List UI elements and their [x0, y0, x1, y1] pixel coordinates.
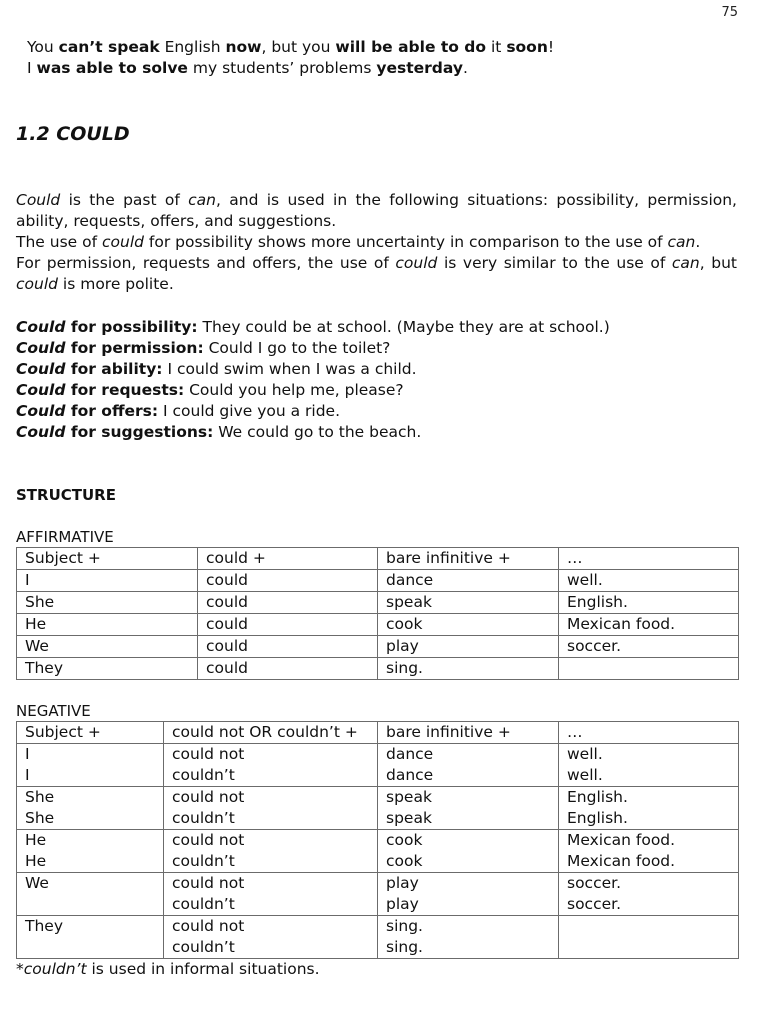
table-cell — [17, 916, 164, 959]
cell-text: could not — [172, 917, 245, 935]
intro-text: now — [225, 38, 262, 56]
table-cell — [559, 873, 739, 916]
use-label: for offers: — [65, 402, 159, 420]
intro-text: You — [27, 38, 59, 56]
intro-text: I — [27, 59, 37, 77]
intro-text: English — [159, 38, 226, 56]
table-cell — [378, 614, 559, 636]
footnote-text: * — [16, 960, 24, 978]
cell-text: I — [25, 766, 30, 784]
cell-text: could not — [172, 831, 245, 849]
table-cell — [198, 636, 378, 658]
description-text: For permission, requests and offers, the use of — [16, 254, 396, 272]
intro-text: can’t speak — [58, 38, 160, 56]
structure-title: STRUCTURE — [16, 486, 116, 504]
cell-text: I — [25, 571, 30, 589]
cell-text: English. — [567, 788, 628, 806]
cell-text: sing. — [386, 938, 423, 956]
table-header-row — [17, 722, 739, 744]
use-item — [16, 317, 610, 338]
use-item — [16, 380, 610, 401]
description-text: is more polite. — [57, 275, 174, 293]
description-text: is the past of — [60, 191, 189, 209]
table-cell — [198, 570, 378, 592]
cell-text: He — [25, 615, 47, 633]
intro-text: was able to solve — [36, 59, 188, 77]
cell-text: bare infinitive + — [386, 549, 511, 567]
table-cell — [559, 830, 739, 873]
description-paragraph-2 — [16, 232, 737, 253]
use-example: They could be at school. (Maybe they are at school.) — [197, 318, 610, 336]
cell-text: play — [386, 637, 419, 655]
description — [16, 190, 737, 295]
cell-text: could — [206, 571, 248, 589]
cell-text: could not OR couldn’t + — [172, 723, 358, 741]
cell-text: speak — [386, 593, 432, 611]
cell-text: could + — [206, 549, 266, 567]
intro-text: my students’ problems — [187, 59, 377, 77]
cell-text — [25, 894, 155, 915]
cell-text: They — [25, 659, 64, 677]
description-text: could — [16, 275, 58, 293]
cell-text: … — [567, 723, 583, 741]
cell-text: sing. — [386, 659, 423, 677]
table-header-row — [17, 548, 739, 570]
uses-list — [16, 317, 610, 443]
table-row — [17, 830, 739, 873]
header-cell — [378, 548, 559, 570]
cell-text: could — [206, 593, 248, 611]
use-example: Could I go to the toilet? — [203, 339, 391, 357]
use-modal: Could — [16, 381, 66, 399]
page-number: 75 — [721, 5, 738, 20]
table-cell — [17, 570, 198, 592]
cell-text: well. — [567, 766, 603, 784]
table-row — [17, 744, 739, 787]
cell-text: English. — [567, 593, 628, 611]
table-cell — [17, 592, 198, 614]
cell-text — [567, 937, 730, 958]
header-cell — [198, 548, 378, 570]
intro-line-2 — [27, 58, 554, 79]
table-cell — [559, 614, 739, 636]
intro-text: will be able to do — [335, 38, 487, 56]
intro-text: , but you — [261, 38, 336, 56]
header-cell — [17, 548, 198, 570]
cell-text: dance — [386, 766, 434, 784]
cell-text: Subject + — [25, 549, 101, 567]
header-cell — [378, 722, 559, 744]
cell-text: soccer. — [567, 895, 622, 913]
description-text: can — [671, 254, 700, 272]
cell-text: I — [25, 745, 30, 763]
description-text: for possibility shows more uncertainty in comparison to the use of — [143, 233, 668, 251]
section-title: 1.2 COULD — [16, 123, 130, 145]
description-paragraph-1 — [16, 190, 737, 232]
table-cell — [164, 744, 378, 787]
table-row — [17, 636, 739, 658]
use-example: I could give you a ride. — [158, 402, 341, 420]
cell-text: Mexican food. — [567, 615, 676, 633]
table-cell — [559, 916, 739, 959]
intro-line-1 — [27, 37, 554, 58]
intro-text: soon — [506, 38, 548, 56]
intro-text: ! — [547, 38, 555, 56]
cell-text: She — [25, 593, 55, 611]
table-cell — [378, 830, 559, 873]
cell-text: bare infinitive + — [386, 723, 511, 741]
table-cell — [559, 636, 739, 658]
cell-text: soccer. — [567, 874, 622, 892]
use-example: We could go to the beach. — [213, 423, 422, 441]
description-paragraph-3 — [16, 253, 737, 295]
table-cell — [17, 873, 164, 916]
table-cell — [164, 873, 378, 916]
description-text: The use of — [16, 233, 102, 251]
table-row — [17, 592, 739, 614]
cell-text: Subject + — [25, 723, 101, 741]
table-row — [17, 570, 739, 592]
table-cell — [378, 570, 559, 592]
table-row — [17, 873, 739, 916]
cell-text: We — [25, 874, 49, 892]
cell-text: She — [25, 788, 55, 806]
table-cell — [17, 830, 164, 873]
use-item — [16, 401, 610, 422]
intro-examples — [27, 37, 554, 79]
table-cell — [378, 658, 559, 680]
description-text: could — [395, 254, 438, 272]
cell-text: sing. — [386, 917, 423, 935]
table-cell — [378, 787, 559, 830]
cell-text: He — [25, 831, 47, 849]
table-cell — [164, 830, 378, 873]
description-text: , but — [699, 254, 738, 272]
negative-label: NEGATIVE — [16, 702, 91, 720]
description-text: could — [101, 233, 144, 251]
cell-text: play — [386, 874, 419, 892]
cell-text: She — [25, 809, 55, 827]
table-row — [17, 658, 739, 680]
cell-text: couldn’t — [172, 766, 235, 784]
table-row — [17, 916, 739, 959]
cell-text: He — [25, 852, 47, 870]
use-example: I could swim when I was a child. — [162, 360, 417, 378]
cell-text: could not — [172, 874, 245, 892]
cell-text: We — [25, 637, 49, 655]
cell-text: dance — [386, 571, 434, 589]
use-example: Could you help me, please? — [184, 381, 404, 399]
cell-text — [567, 658, 730, 679]
table-cell — [198, 658, 378, 680]
footnote-text: couldn’t — [23, 960, 87, 978]
table-cell — [164, 916, 378, 959]
description-text: can — [667, 233, 696, 251]
use-label: for ability: — [65, 360, 163, 378]
table-cell — [17, 787, 164, 830]
intro-text: . — [462, 59, 468, 77]
table-cell — [17, 744, 164, 787]
table-cell — [559, 787, 739, 830]
header-cell — [164, 722, 378, 744]
table-row — [17, 787, 739, 830]
cell-text: Mexican food. — [567, 831, 676, 849]
negative-table — [16, 721, 739, 959]
use-label: for possibility: — [65, 318, 198, 336]
cell-text: could not — [172, 788, 245, 806]
footnote-text: is used in informal situations. — [86, 960, 320, 978]
use-modal: Could — [16, 402, 66, 420]
cell-text: cook — [386, 831, 423, 849]
use-label: for suggestions: — [65, 423, 214, 441]
description-text: is very similar to the use of — [437, 254, 672, 272]
cell-text: could — [206, 637, 248, 655]
cell-text: speak — [386, 809, 432, 827]
header-cell — [17, 722, 164, 744]
use-modal: Could — [16, 423, 66, 441]
table-cell — [378, 592, 559, 614]
cell-text: couldn’t — [172, 938, 235, 956]
cell-text: speak — [386, 788, 432, 806]
description-text: can — [188, 191, 217, 209]
table-row — [17, 614, 739, 636]
use-item — [16, 422, 610, 443]
header-cell — [559, 548, 739, 570]
table-cell — [378, 873, 559, 916]
cell-text: could not — [172, 745, 245, 763]
cell-text: could — [206, 615, 248, 633]
table-cell — [378, 636, 559, 658]
cell-text: couldn’t — [172, 809, 235, 827]
cell-text: Mexican food. — [567, 852, 676, 870]
cell-text: cook — [386, 615, 423, 633]
footnote — [16, 960, 320, 978]
cell-text: play — [386, 895, 419, 913]
table-cell — [198, 592, 378, 614]
cell-text: They — [25, 917, 64, 935]
cell-text: could — [206, 659, 248, 677]
use-item — [16, 338, 610, 359]
table-cell — [378, 744, 559, 787]
cell-text: English. — [567, 809, 628, 827]
table-cell — [17, 636, 198, 658]
description-text: Could — [16, 191, 61, 209]
affirmative-label: AFFIRMATIVE — [16, 528, 114, 546]
cell-text: … — [567, 549, 583, 567]
description-text: . — [695, 233, 701, 251]
table-cell — [164, 787, 378, 830]
table-cell — [559, 592, 739, 614]
use-item — [16, 359, 610, 380]
cell-text — [567, 916, 730, 937]
use-label: for permission: — [65, 339, 204, 357]
use-modal: Could — [16, 339, 66, 357]
table-cell — [17, 614, 198, 636]
table-cell — [559, 570, 739, 592]
header-cell — [559, 722, 739, 744]
intro-text: it — [486, 38, 507, 56]
cell-text: cook — [386, 852, 423, 870]
cell-text: well. — [567, 745, 603, 763]
cell-text: well. — [567, 571, 603, 589]
cell-text: couldn’t — [172, 895, 235, 913]
use-modal: Could — [16, 318, 66, 336]
table-cell — [378, 916, 559, 959]
use-label: for requests: — [65, 381, 185, 399]
use-modal: Could — [16, 360, 66, 378]
cell-text — [25, 937, 155, 958]
table-cell — [559, 744, 739, 787]
table-cell — [559, 658, 739, 680]
description-text: , and is used in the following situations: possibility, permission, ability, requests, offers, and suggestions. — [16, 191, 737, 230]
affirmative-table — [16, 547, 739, 680]
table-cell — [198, 614, 378, 636]
table-cell — [17, 658, 198, 680]
cell-text: couldn’t — [172, 852, 235, 870]
cell-text: soccer. — [567, 637, 622, 655]
cell-text: dance — [386, 745, 434, 763]
intro-text: yesterday — [376, 59, 463, 77]
